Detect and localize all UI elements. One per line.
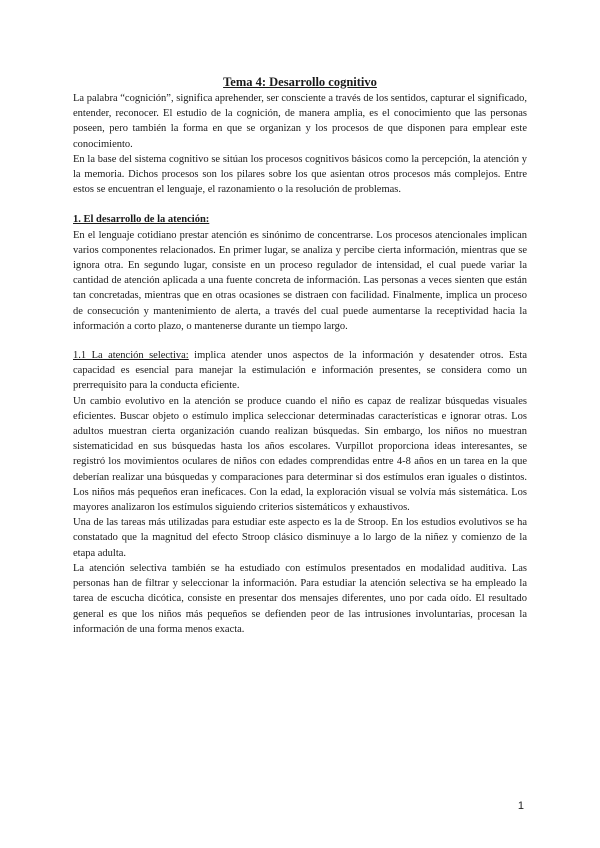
subsection-selective-attention-intro [73,348,527,394]
spacer [73,334,527,348]
spacer [73,197,527,212]
page-title: Tema 4: Desarrollo cognitivo [223,75,377,89]
selective-attention-paragraph-3: La atención selectiva también se ha estudiado con estímulos presentados en modalidad auditiva. Las personas han de filtrar y seleccionar la información. Para estudiar la atención selectiva se ha empleado la tarea de escucha dicótica, consiste en presentar dos mensajes diferentes, uno por cada oído. El resultado general es que los niños más pequeños se defienden peor de las intrusiones involuntarias, procesan la información de una forma menos exacta. [73,562,527,635]
selective-attention-paragraph-1: Un cambio evolutivo en la atención se produce cuando el niño es capaz de realizar búsquedas visuales eficientes. Buscar objeto o estímulo implica seleccionar determinadas características e ignorar otras. Los adultos muestran cierta organización cuando realizan búsquedas. Sin embargo, los niños no muestran sistematicidad en sus búsquedas hasta los años escolares. Vurpillot proporciona ideas interesantes, se registró los movimientos oculares de niños con edades comprendidas entre 4-8 años en un tarea en la que deberían realizar una búsquedas y comparaciones para determinar si dos estímulos eran iguales o distintos. Los niños más pequeños eran ineficaces. Con la edad, la exploración visual se volvía más sistemática. Los mayores analizaron los estímulos siguiendo criterios sistemáticos y exhaustivos. [73,395,527,514]
subsection-lead-text: implica atender unos aspectos de la información y desatender otros. Esta capacidad es esencial para manejar la estimulación e información presentes, se considera como un prerrequisito para la conducta eficiente. [73,350,527,392]
selective-attention-paragraph-2: Una de las tareas más utilizadas para estudiar este aspecto es la de Stroop. En los estudios evolutivos se ha constatado que la magnitud del efecto Stroop clásico disminuye a lo largo de la niñez y comienzo de la etapa adulta. [73,517,527,559]
intro-paragraph-1: La palabra “cognición”, significa aprehender, ser consciente a través de los sentidos, capturar el significado, entender, reconocer. El estudio de la cognición, de manera amplia, es el conocimiento que las personas poseen, pero también la forma en que se organizan y los procesos de que disponen para emplear este conocimiento. [73,93,527,150]
page-number: 1 [517,800,524,812]
intro-paragraph-2: En la base del sistema cognitivo se sitúan los procesos cognitivos básicos como la percepción, la atención y la memoria. Dichos procesos son los pilares sobre los que asientan otros procesos más complejos. Entre estos se encuentran el lenguaje, el razonamiento o la resolución de problemas. [73,153,527,196]
document-body [73,74,527,637]
section-heading-attention: 1. El desarrollo de la atención: [73,214,210,226]
section-attention-paragraph: En el lenguaje cotidiano prestar atención es sinónimo de concentrarse. Los procesos atencionales implican varios componentes relacionados. En primer lugar, se analiza y percibe cierta información, mientras que se ignora otra. En segundo lugar, consiste en un proceso regulador de intensidad, el cual puede variar la cantidad de atención aplicada a una fuente concreta de información. Las personas a veces sienten que están tan concretadas, mientras que en otras ocasiones se distraen con facilidad. Finalmente, implica un proceso de consecución y mantenimiento de alerta, a través del cual puede aumentarse la receptividad hacia la información a corto plazo, o mantenerse durante un tiempo largo. [73,229,527,332]
subsection-heading-selective-attention: 1.1 La atención selectiva: [73,350,189,362]
